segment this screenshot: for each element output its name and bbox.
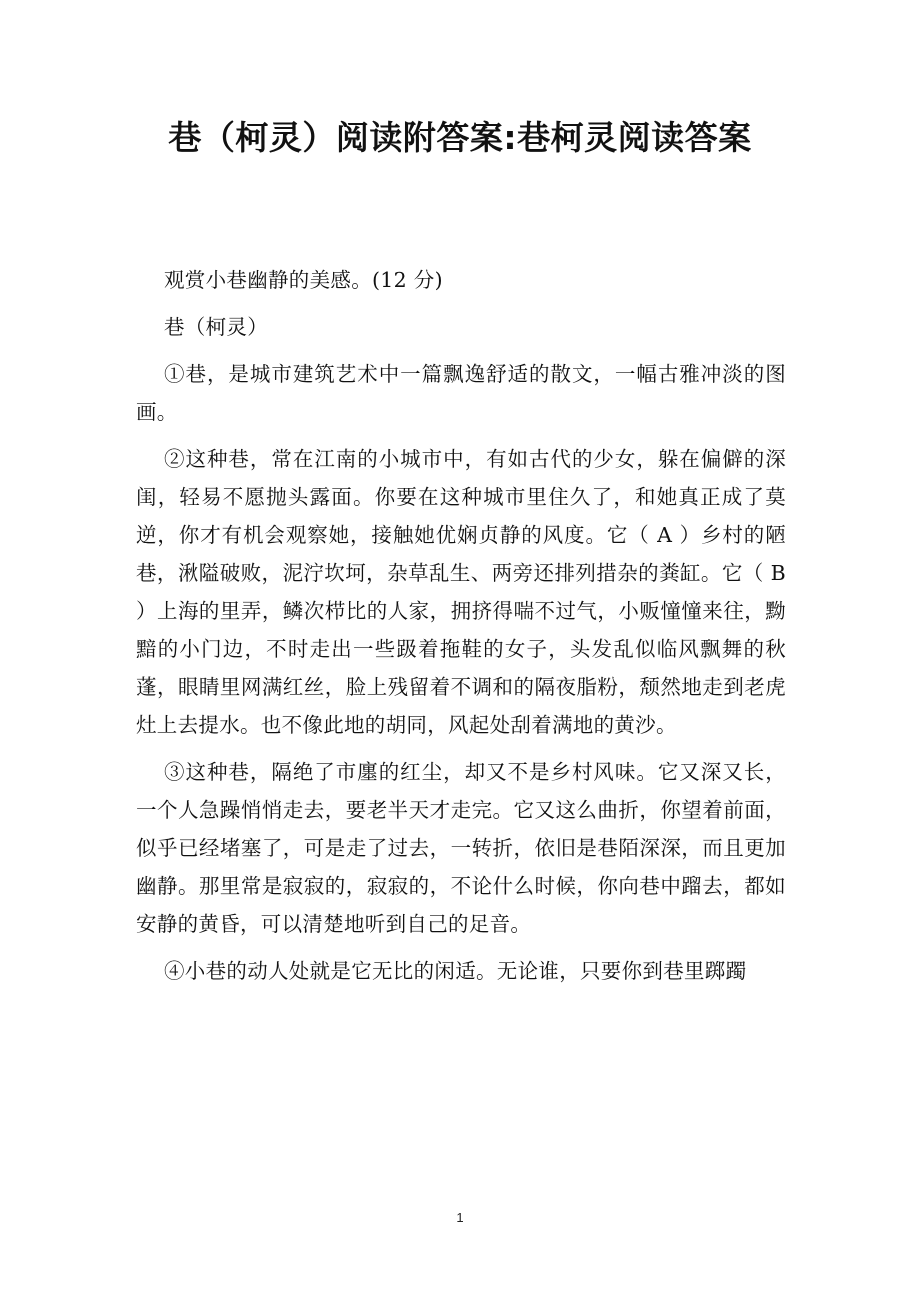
document-title: 巷（柯灵）阅读附答案:巷柯灵阅读答案 bbox=[168, 118, 752, 157]
document-body bbox=[136, 261, 793, 999]
paragraph-3: ③这种巷，隔绝了市廛的红尘，却又不是乡村风味。它又深又长，一个人急躁悄悄走去，要老半天才走完。它又这么曲折，你望着前面，似乎已经堵塞了，可是走了过去，一转折，依旧是巷陌深深，而且更加幽静。那里常是寂寂的，寂寂的，不论什么时候，你向巷中蹓去，都如安静的黄昏，可以清楚地听到自己的足音。 bbox=[136, 760, 786, 936]
paragraph-2: ②这种巷，常在江南的小城市中，有如古代的少女，躲在偏僻的深闺，轻易不愿抛头露面。你要在这种城市里住久了，和她真正成了莫逆，你才有机会观察她，接触她优娴贞静的风度。它（ A ）乡村的陋巷，湫隘破败，泥泞坎坷，杂草乱生、两旁还排列措杂的粪缸。它（ B ）上海的里弄，鳞次栉比的人家，拥挤得喘不过气，小贩憧憧来往，黝黯的小门边，不时走出一些趿着拖鞋的女子，头发乱似临风飘舞的秋蓬，眼睛里网满红丝，脸上残留着不调和的隔夜脂粉，颓然地走到老虎灶上去提水。也不像此地的胡同，风起处刮着满地的黄沙。 bbox=[136, 447, 793, 737]
page-number: 1 bbox=[456, 1210, 464, 1225]
paragraph-1: ①巷，是城市建筑艺术中一篇飘逸舒适的散文，一幅古雅冲淡的图画。 bbox=[136, 362, 786, 424]
intro-paragraph: 观赏小巷幽静的美感。(12 分) bbox=[164, 268, 443, 292]
paragraph-4: ④小巷的动人处就是它无比的闲适。无论谁，只要你到巷里踯躅 bbox=[164, 959, 747, 983]
article-heading: 巷（柯灵） bbox=[164, 315, 268, 339]
